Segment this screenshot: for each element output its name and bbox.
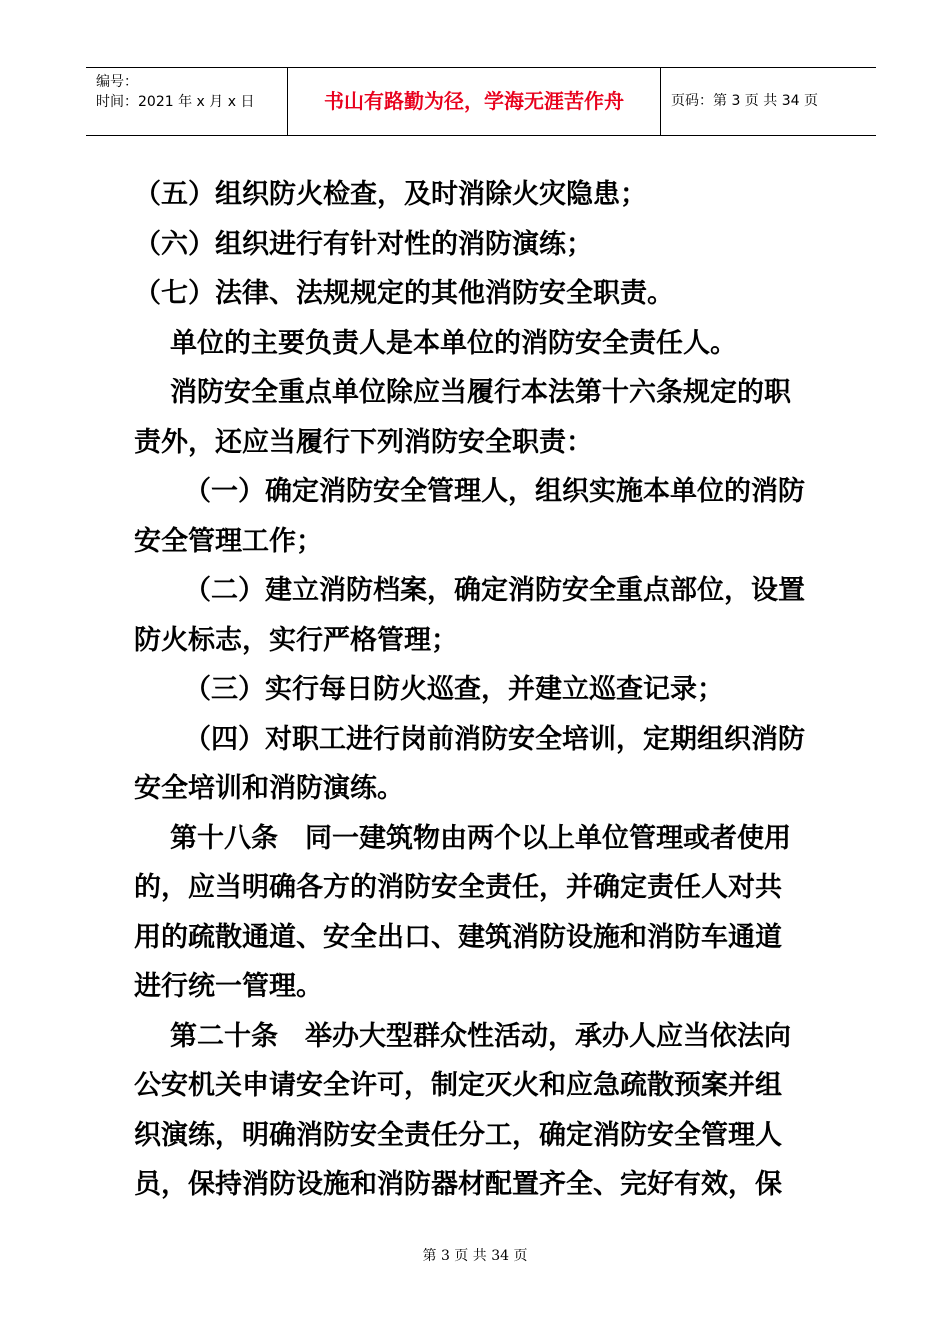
body-line: 公安机关申请安全许可，制定灭火和应急疏散预案并组 — [134, 1070, 782, 1101]
body-line: 第二十条 举办大型群众性活动，承办人应当依法向 — [170, 1020, 791, 1052]
body-line: （七）法律、法规规定的其他消防安全职责。 — [134, 278, 674, 309]
header-meta-cell — [86, 68, 288, 135]
body-line: 消防安全重点单位除应当履行本法第十六条规定的职 — [170, 377, 791, 408]
body-line: 单位的主要负责人是本单位的消防安全责任人。 — [170, 327, 737, 359]
body-line: （二）建立消防档案，确定消防安全重点部位，设置 — [184, 575, 805, 606]
page-footer: 第 3 页 共 34 页 — [422, 1248, 528, 1264]
body-line: 安全培训和消防演练。 — [134, 773, 404, 804]
document-number-label: 编号： — [96, 74, 138, 90]
body-line: 员，保持消防设施和消防器材配置齐全、完好有效，保 — [134, 1169, 782, 1200]
body-line: 进行统一管理。 — [134, 971, 323, 1002]
body-line: 织演练，明确消防安全责任分工，确定消防安全管理人 — [134, 1119, 782, 1151]
body-line: 防火标志，实行严格管理； — [134, 624, 458, 656]
body-line: 安全管理工作； — [134, 525, 323, 557]
document-date-label: 时间：2021 年 x 月 x 日 — [96, 94, 255, 110]
body-line: 第十八条 同一建筑物由两个以上单位管理或者使用 — [170, 822, 791, 854]
body-line: （六）组织进行有针对性的消防演练； — [134, 228, 593, 260]
body-line: 责外，还应当履行下列消防安全职责： — [134, 426, 593, 458]
body-line: （四）对职工进行岗前消防安全培训，定期组织消防 — [184, 723, 805, 755]
body-line: （五）组织防火检查，及时消除火灾隐患； — [134, 179, 647, 210]
body-line: （三）实行每日防火巡查，并建立巡查记录； — [184, 674, 724, 705]
header-motto: 书山有路勤为径，学海无涯苦作舟 — [288, 68, 661, 135]
document-body — [134, 170, 834, 1210]
header-page-info: 页码：第 3 页 共 34 页 — [671, 93, 818, 109]
document-header — [86, 67, 876, 136]
body-line: 的，应当明确各方的消防安全责任，并确定责任人对共 — [134, 872, 782, 903]
body-line: 用的疏散通道、安全出口、建筑消防设施和消防车通道 — [134, 921, 782, 953]
body-line: （一）确定消防安全管理人，组织实施本单位的消防 — [184, 476, 805, 507]
